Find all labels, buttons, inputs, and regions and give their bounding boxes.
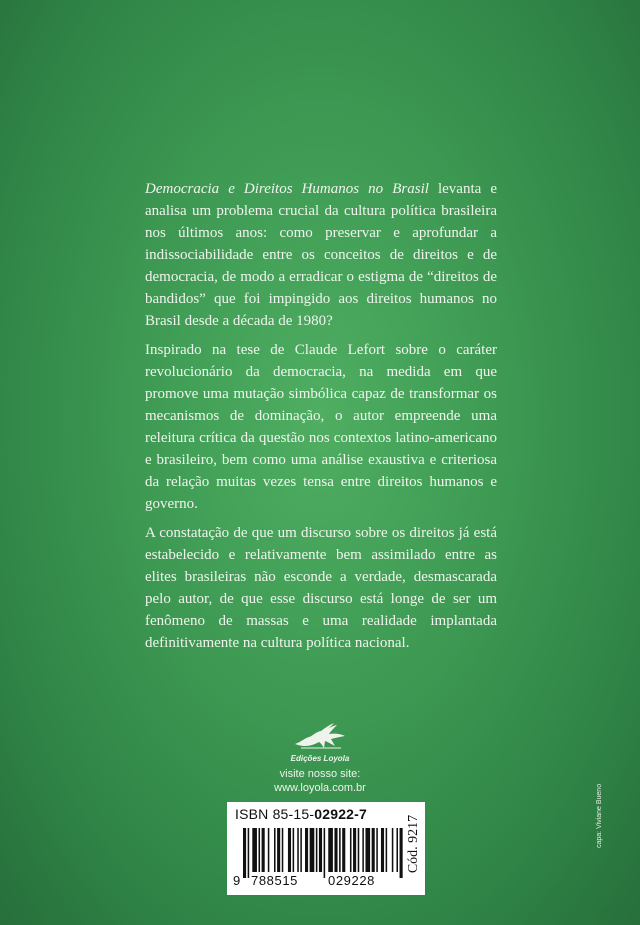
barcode-bar	[350, 828, 352, 872]
blurb-paragraph-2: Inspirado na tese de Claude Lefort sobre o caráter revolucionário da democracia, na medida em que promove uma mutação simbólica capaz de transformar os mecanismos de dominação, o autor empreende uma releitura crítica da questão nos contextos latino-americano e brasileiro, bem como uma análise exaustiva e criteriosa da relação muitas vezes tensa entre direitos humanos e governo.	[145, 342, 497, 512]
barcode-bar	[328, 828, 333, 872]
barcode-bar	[300, 828, 302, 872]
barcode-bar	[252, 828, 257, 872]
isbn-suffix: 02922-7	[314, 806, 368, 822]
barcode-bar	[288, 828, 291, 872]
barcode-bar	[297, 828, 299, 872]
barcode-bar	[274, 828, 276, 872]
barcode-bar	[316, 828, 318, 872]
barcode-bar	[243, 828, 246, 878]
publisher-block	[250, 722, 390, 795]
pegasus-icon	[291, 722, 349, 754]
barcode-bar	[305, 828, 308, 872]
website-link[interactable]: www.loyola.com.br	[274, 782, 366, 794]
barcode-bar	[386, 828, 388, 872]
barcode-bar	[362, 828, 364, 872]
isbn-barcode	[227, 802, 425, 895]
barcode-bar	[353, 828, 356, 872]
barcode-bars	[243, 828, 407, 878]
barcode-bar	[381, 828, 384, 872]
book-title-italic: Democracia e Direitos Humanos no Brasil	[145, 181, 429, 197]
barcode-bar	[396, 828, 398, 872]
barcode-left-digits: 788515	[251, 873, 298, 888]
barcode-bar	[293, 828, 295, 872]
barcode-bar	[324, 828, 326, 878]
isbn-prefix: ISBN 85-15-	[235, 806, 315, 822]
visit-site-label: visite nosso site:	[279, 768, 361, 780]
barcode-bar	[310, 828, 315, 872]
blurb-paragraph-1-text: levanta e analisa um problema crucial da cultura política brasileira nos últimos anos: como preservar e aprofundar a indissociabilidade entre os conceitos de direitos e de democracia, de modo a erradicar o estigma de “direitos de bandidos” que foi impingido aos direitos humanos no Brasil desde a década de 1980?	[145, 181, 497, 329]
blurb-text	[145, 178, 497, 661]
barcode-bar	[400, 828, 403, 878]
blurb-paragraph-1	[145, 178, 497, 332]
cover-credit: capa: Viviane Bueno	[596, 783, 603, 848]
barcode-bar	[365, 828, 370, 872]
barcode-bar	[262, 828, 265, 872]
barcode-bar	[334, 828, 337, 872]
barcode-bar	[392, 828, 394, 872]
barcode-right-digits: 029228	[328, 873, 375, 888]
blurb-paragraph-3: A constatação de que um discurso sobre os direitos já está estabelecido e relativamente bem assimilado entre as elites brasileiras não esconde a verdade, desmascarada pelo autor, de que esse discurso está longe de ser um fenômeno de massas e uma realidade implantada definitivamente na cultura política nacional.	[145, 525, 497, 651]
barcode-bar	[277, 828, 280, 872]
barcode-bar	[339, 828, 341, 872]
barcode-bar	[248, 828, 250, 878]
isbn-number	[235, 806, 367, 822]
barcode-lead-digit: 9	[233, 873, 241, 888]
barcode-bar	[342, 828, 345, 872]
barcode-bar	[372, 828, 375, 872]
barcode-bar	[319, 828, 322, 872]
barcode-bar	[282, 828, 284, 872]
product-code: Cód. 9217	[405, 814, 421, 874]
barcode-bar	[259, 828, 261, 872]
barcode-bar	[268, 828, 270, 872]
publisher-name: Edições Loyola	[290, 754, 350, 763]
barcode-bar	[358, 828, 360, 872]
barcode-bar	[376, 828, 378, 872]
